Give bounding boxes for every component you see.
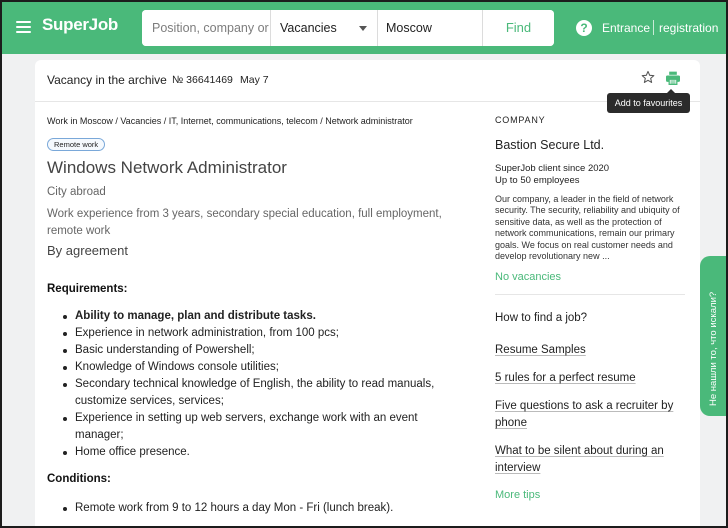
company-name[interactable]: Bastion Secure Ltd.: [495, 138, 605, 152]
print-icon[interactable]: [665, 71, 681, 85]
tips-heading: How to find a job?: [495, 312, 588, 324]
feedback-tab[interactable]: [700, 256, 728, 416]
vacancy-city: City abroad: [47, 186, 106, 198]
requirements-list: [75, 308, 447, 461]
menu-icon[interactable]: [16, 21, 31, 33]
vacancy-number: № 36641469: [172, 74, 233, 86]
tip-link-interview[interactable]: What to be silent about during an interview: [495, 445, 664, 474]
help-icon[interactable]: ?: [576, 20, 592, 36]
list-item: Remote work from 9 to 12 hours a day Mon - Fri (lunch break).: [75, 500, 447, 517]
search-input[interactable]: [142, 10, 270, 46]
more-tips-link[interactable]: More tips: [495, 489, 541, 501]
employees-count: Up to 50 employees: [495, 175, 580, 186]
list-item: Ability to manage, plan and distribute tasks.: [75, 308, 447, 325]
search-bar: [142, 10, 554, 46]
entrance-link[interactable]: Entrance: [602, 21, 651, 35]
tip-link-resume-samples[interactable]: Resume Samples: [495, 344, 586, 356]
vacancy-salary: By agreement: [47, 243, 128, 258]
vacancy-card: [35, 60, 700, 528]
client-since: SuperJob client since 2020: [495, 163, 610, 174]
star-icon[interactable]: [641, 70, 655, 84]
conditions-list: [75, 500, 447, 517]
registration-link[interactable]: registration: [659, 21, 719, 35]
list-item: Basic understanding of Powershell;: [75, 342, 447, 359]
no-vacancies-link[interactable]: No vacancies: [495, 271, 562, 283]
header-separator: [653, 20, 654, 35]
conditions-heading: Conditions:: [47, 473, 111, 485]
favourites-tooltip: Add to favourites: [607, 93, 690, 113]
company-description: Our company, a leader in the field of network security. The security, reliability and ubiquity of sensitive data, as well as the protection of network communications, remain our primary goals. We focus on real customer needs and develop revolutionary new ...: [495, 194, 680, 262]
breadcrumb[interactable]: Work in Moscow / Vacancies / IT, Internet, communications, telecom / Network administrator: [47, 116, 413, 126]
tip-link-perfect-resume[interactable]: 5 rules for a perfect resume: [495, 372, 636, 384]
company-label: COMPANY: [495, 115, 546, 125]
city-input[interactable]: Moscow: [386, 21, 432, 35]
find-button[interactable]: Find: [483, 10, 554, 46]
page-title: Windows Network Administrator: [47, 158, 287, 177]
requirements-heading: Requirements:: [47, 283, 128, 295]
list-item: Experience in network administration, from 100 pcs;: [75, 325, 447, 342]
list-item: Knowledge of Windows console utilities;: [75, 359, 447, 376]
feedback-tab-label: Не нашли то, что искали?: [708, 291, 719, 406]
logo[interactable]: SuperJob: [42, 15, 119, 34]
category-select[interactable]: [271, 10, 377, 46]
divider: [35, 101, 700, 102]
remote-work-badge: Remote work: [47, 138, 105, 151]
top-header: [2, 2, 726, 54]
category-select-value: Vacancies: [280, 21, 337, 35]
divider: [495, 294, 685, 295]
list-item: Home office presence.: [75, 444, 447, 461]
list-item: Experience in setting up web servers, exchange work with an event manager;: [75, 410, 447, 444]
vacancy-date: May 7: [240, 74, 269, 86]
archive-title: Vacancy in the archive: [47, 73, 167, 87]
vacancy-experience: Work experience from 3 years, secondary special education, full employment, remote work: [47, 208, 442, 237]
chevron-down-icon: [359, 26, 367, 31]
list-item: Secondary technical knowledge of English, the ability to read manuals, customize services, services;: [75, 376, 447, 410]
tip-link-recruiter-questions[interactable]: Five questions to ask a recruiter by phone: [495, 400, 674, 429]
